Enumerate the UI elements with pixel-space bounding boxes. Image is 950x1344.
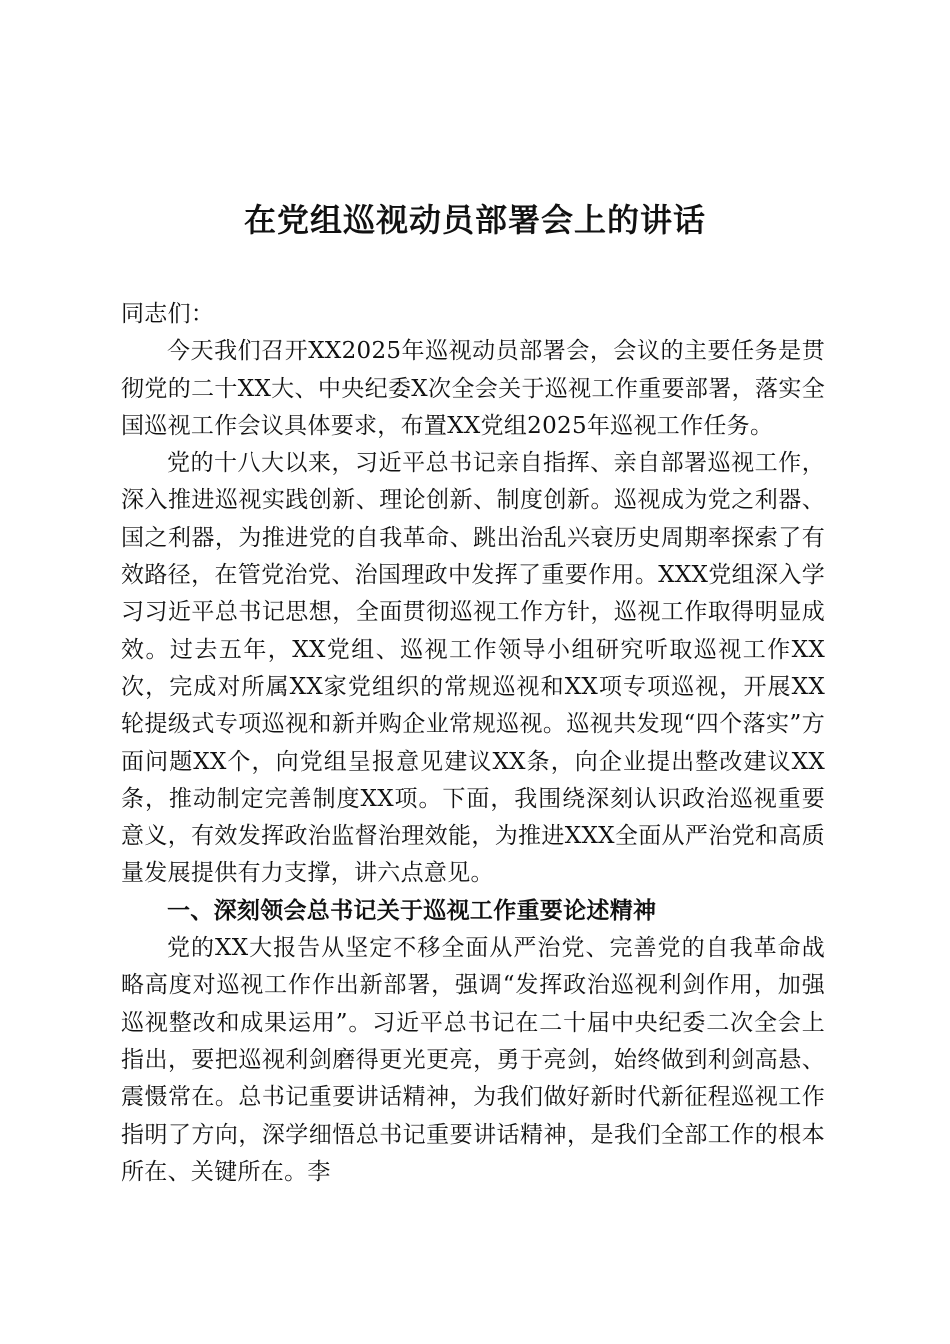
section-heading: 一、深刻领会总书记关于巡视工作重要论述精神: [167, 897, 657, 924]
document-title: 在党组巡视动员部署会上的讲话: [243, 201, 706, 239]
document-body: [121, 296, 825, 1191]
section-paragraph: 党的XX大报告从坚定不移全面从严治党、完善党的自我革命战略高度对巡视工作作出新部署，强调“发挥政治巡视利剑作用，加强巡视整改和成果运用”。习近平总书记在二十届中央纪委二次全会上指出，要把巡视利剑磨得更光更亮，勇于亮剑，始终做到利剑高悬、震慑常在。总书记重要讲话精神，为我们做好新时代新征程巡视工作指明了方向，深学细悟总书记重要讲话精神，是我们全部工作的根本所在、关键所在。李: [121, 935, 825, 1185]
salutation: 同志们：: [121, 301, 215, 327]
body-paragraph-1: 今天我们召开XX2025年巡视动员部署会，会议的主要任务是贯彻党的二十XX大、中央纪委X次全会关于巡视工作重要部署，落实全国巡视工作会议具体要求，布置XX党组2025年巡视工作任务。: [121, 338, 825, 439]
body-paragraph-2: 党的十八大以来，习近平总书记亲自指挥、亲自部署巡视工作，深入推进巡视实践创新、理论创新、制度创新。巡视成为党之利器、国之利器，为推进党的自我革命、跳出治乱兴衰历史周期率探索了有效路径，在管党治党、治国理政中发挥了重要作用。XXX党组深入学习习近平总书记思想，全面贯彻巡视工作方针，巡视工作取得明显成效。过去五年，XX党组、巡视工作领导小组研究听取巡视工作XX次，完成对所属XX家党组织的常规巡视和XX项专项巡视，开展XX轮提级式专项巡视和新并购企业常规巡视。巡视共发现“四个落实”方面问题XX个，向党组呈报意见建议XX条，向企业提出整改建议XX条，推动制定完善制度XX项。下面，我围绕深刻认识政治巡视重要意义，有效发挥政治监督治理效能，为推进XXX全面从严治党和高质量发展提供有力支撑，讲六点意见。: [121, 450, 825, 887]
